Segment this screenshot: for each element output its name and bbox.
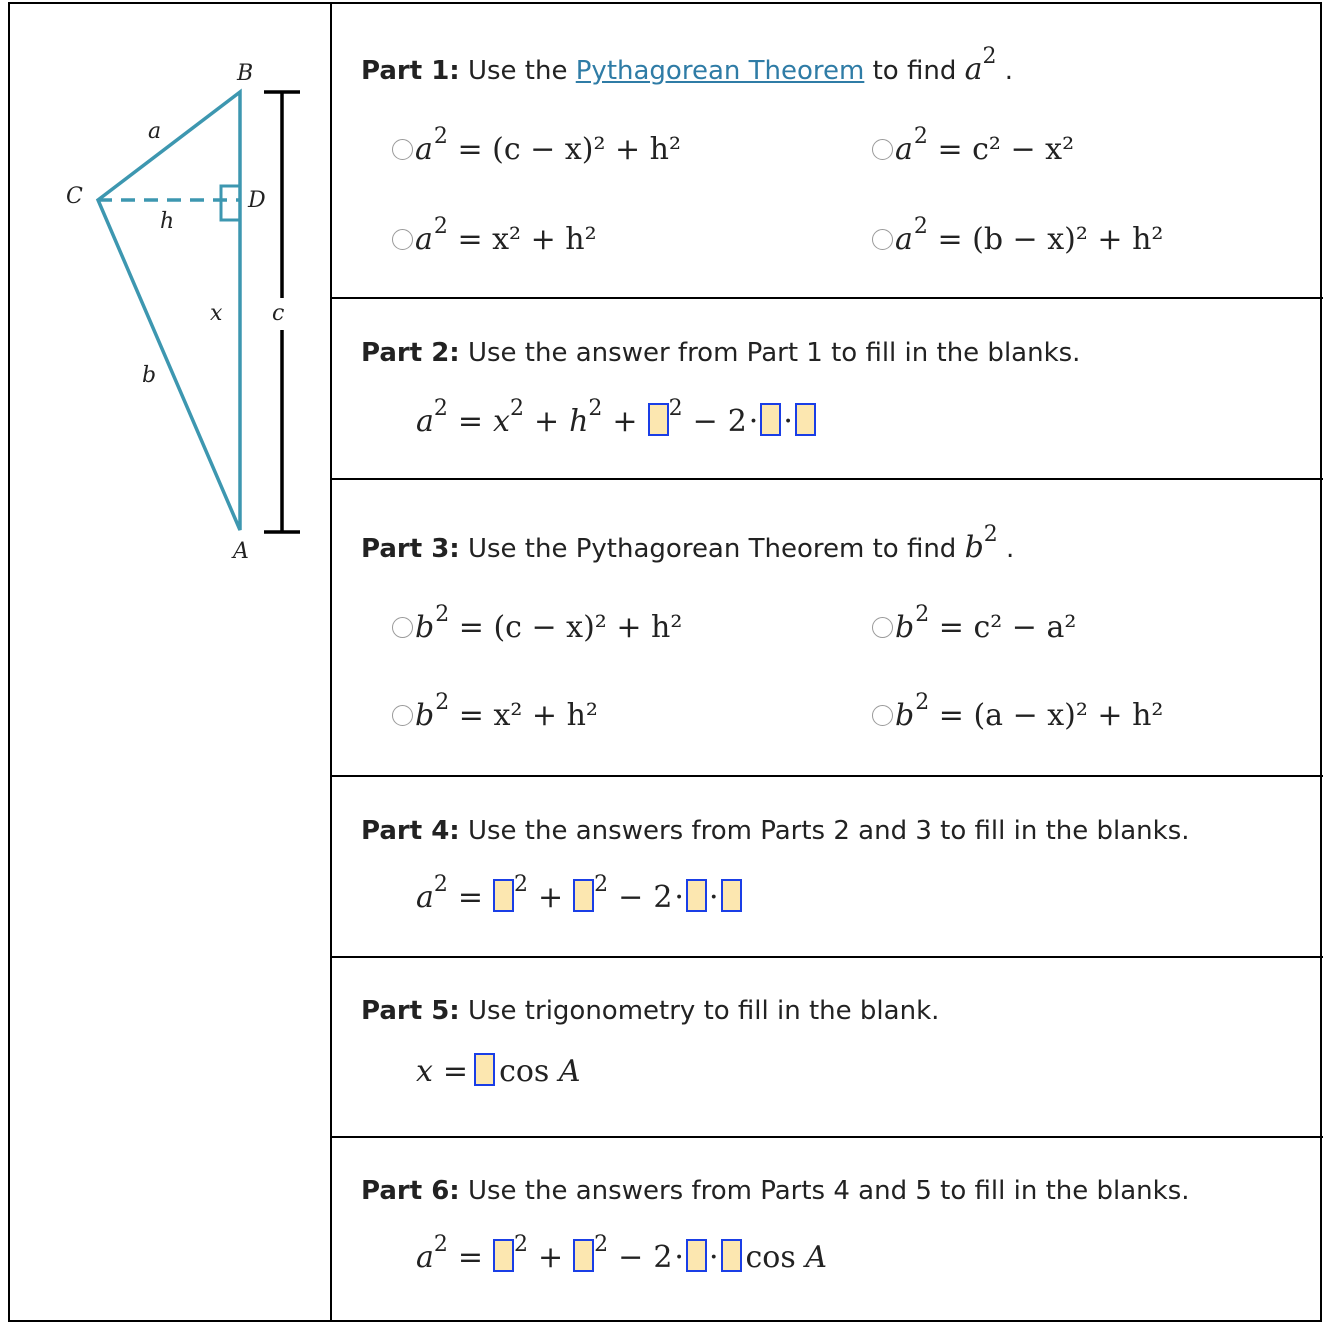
part1-option-2[interactable] <box>872 124 1075 167</box>
option-lhs: a <box>895 132 913 167</box>
option-exp: 2 <box>913 124 928 149</box>
part3-option-4[interactable] <box>872 690 1164 733</box>
side-label-x: x <box>210 301 223 326</box>
option-lhs: b <box>895 698 915 733</box>
right-angle-marker <box>221 186 240 220</box>
row-divider <box>331 478 1323 480</box>
row-divider <box>331 775 1323 777</box>
option-rhs: = (c − x)² + h² <box>457 132 682 167</box>
option-lhs: a <box>415 132 433 167</box>
radio-button[interactable] <box>392 229 413 250</box>
option-lhs: b <box>415 610 435 645</box>
part6-prompt <box>361 1176 1190 1206</box>
part3-prompt: Part 3: Use the Pythagorean Theorem to find $b^2$ . <box>361 522 1015 565</box>
part2-blank-3[interactable] <box>795 403 816 436</box>
part3-label: Part 3: <box>361 534 460 564</box>
part5-text: Use trigonometry to fill in the blank. <box>467 996 940 1026</box>
part6-label: Part 6: <box>361 1176 460 1206</box>
row-divider <box>331 297 1323 299</box>
part1-label: Part 1: <box>361 56 460 86</box>
part6-blank-1[interactable] <box>493 1239 514 1272</box>
option-exp: 2 <box>915 602 930 627</box>
vertex-label-a: A <box>233 539 249 564</box>
part3-option-2[interactable] <box>872 602 1077 645</box>
part3-option-1[interactable] <box>392 602 683 645</box>
part6-blank-4[interactable] <box>721 1239 742 1272</box>
part1-exp: 2 <box>982 44 997 69</box>
part3-option-3[interactable] <box>392 690 598 733</box>
part2-equation: $a^2 = x^2 + h^2 + ^2 - 2\cdot$ · <box>416 404 816 440</box>
option-rhs: = (b − x)² + h² <box>937 222 1164 257</box>
radio-button[interactable] <box>392 617 413 638</box>
part3-text: Use the Pythagorean Theorem to find <box>467 534 957 564</box>
part4-equation: $a^2 = ^2 + ^2 - 2\cdot$ · <box>416 880 742 916</box>
column-divider <box>330 2 332 1322</box>
side-label-c: c <box>272 301 285 326</box>
part4-blank-3[interactable] <box>686 879 707 912</box>
part6-equation: $a^2 = ^2 + ^2 - 2\cdot \cdot \cos A$ <box>416 1232 827 1275</box>
part2-text: Use the answer from Part 1 to fill in the blanks. <box>467 338 1081 368</box>
part1-option-1[interactable] <box>392 124 682 167</box>
side-label-b: b <box>142 363 157 388</box>
part5-blank-1[interactable] <box>474 1053 495 1086</box>
option-lhs: b <box>415 698 435 733</box>
part4-prompt <box>361 816 1190 846</box>
side-label-h: h <box>160 209 175 234</box>
part4-label: Part 4: <box>361 816 460 846</box>
option-exp: 2 <box>433 214 448 239</box>
part1-text-post: to find <box>872 56 957 86</box>
option-exp: 2 <box>913 214 928 239</box>
vertex-label-d: D <box>248 188 266 213</box>
option-rhs: = c² − a² <box>938 610 1077 645</box>
part6-text: Use the answers from Parts 4 and 5 to fill in the blanks. <box>467 1176 1190 1206</box>
option-exp: 2 <box>915 690 930 715</box>
option-rhs: = (a − x)² + h² <box>938 698 1164 733</box>
radio-button[interactable] <box>392 139 413 160</box>
option-lhs: a <box>895 222 913 257</box>
radio-button[interactable] <box>872 229 893 250</box>
option-rhs: = x² + h² <box>458 698 598 733</box>
part6-blank-3[interactable] <box>686 1239 707 1272</box>
part4-blank-4[interactable] <box>721 879 742 912</box>
part4-text: Use the answers from Parts 2 and 3 to fill in the blanks. <box>467 816 1190 846</box>
part3-exp: 2 <box>983 522 998 547</box>
option-rhs: = c² − x² <box>937 132 1075 167</box>
side-label-a: a <box>148 119 162 144</box>
part5-equation: x = cos A <box>416 1054 581 1089</box>
option-rhs: = (c − x)² + h² <box>458 610 683 645</box>
part2-prompt <box>361 338 1080 368</box>
part1-option-3[interactable] <box>392 214 597 257</box>
part5-label: Part 5: <box>361 996 460 1026</box>
part1-option-4[interactable] <box>872 214 1164 257</box>
pythagorean-theorem-link[interactable]: Pythagorean Theorem <box>575 56 865 86</box>
option-lhs: a <box>415 222 433 257</box>
option-exp: 2 <box>433 124 448 149</box>
part5-prompt <box>361 996 939 1026</box>
radio-button[interactable] <box>872 617 893 638</box>
radio-button[interactable] <box>872 705 893 726</box>
row-divider <box>331 956 1323 958</box>
part2-blank-2[interactable] <box>760 403 781 436</box>
part4-blank-1[interactable] <box>493 879 514 912</box>
radio-button[interactable] <box>872 139 893 160</box>
radio-button[interactable] <box>392 705 413 726</box>
option-lhs: b <box>895 610 915 645</box>
option-exp: 2 <box>435 602 450 627</box>
row-divider <box>331 1136 1323 1138</box>
part4-blank-2[interactable] <box>573 879 594 912</box>
part1-var: a <box>964 52 983 87</box>
part3-var: b <box>964 530 984 565</box>
part6-blank-2[interactable] <box>573 1239 594 1272</box>
option-exp: 2 <box>435 690 450 715</box>
vertex-label-c: C <box>66 184 83 209</box>
vertex-label-b: B <box>237 61 254 86</box>
triangle-figure <box>0 0 330 600</box>
part2-label: Part 2: <box>361 338 460 368</box>
option-rhs: = x² + h² <box>457 222 597 257</box>
part1-text-pre: Use the <box>467 56 568 86</box>
part2-blank-1[interactable] <box>648 403 669 436</box>
part1-prompt: Part 1: Use the Pythagorean Theorem to find $a^2$ . <box>361 44 1014 87</box>
